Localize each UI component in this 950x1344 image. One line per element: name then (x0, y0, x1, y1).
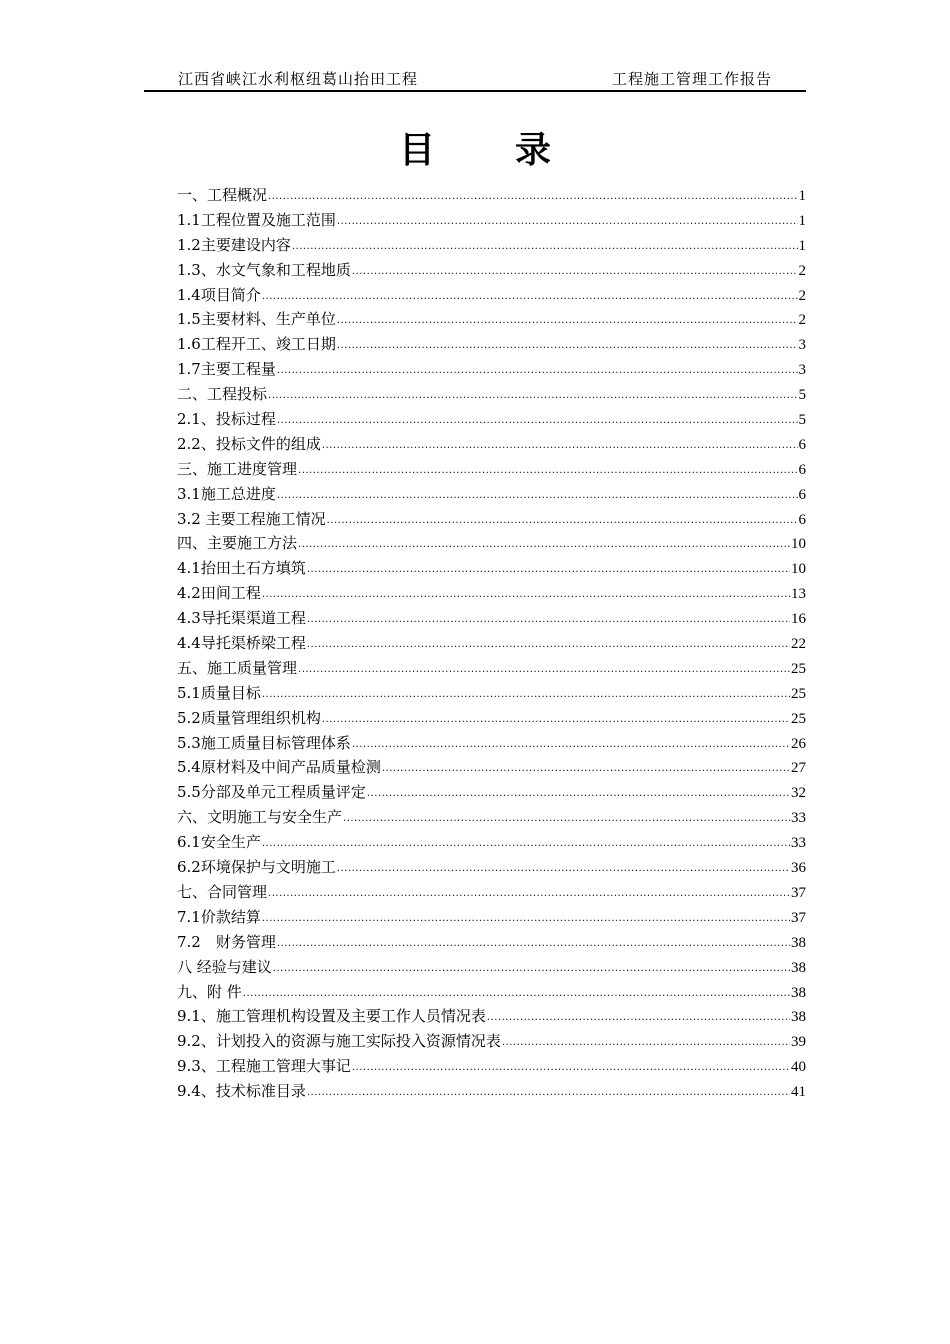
toc-entry[interactable] (177, 357, 806, 382)
toc-leader-dots (337, 341, 798, 351)
toc-entry-title[interactable]: 1.1工程位置及施工范围 (177, 210, 336, 229)
toc-entry-page-number[interactable]: 38 (791, 984, 806, 1001)
toc-entry[interactable] (177, 233, 806, 258)
toc-entry-title[interactable]: 1.4项目简介 (177, 285, 261, 304)
toc-leader-dots (292, 242, 798, 252)
toc-entry[interactable] (177, 731, 806, 756)
toc-entry[interactable] (177, 780, 806, 805)
toc-entry[interactable] (177, 1079, 806, 1104)
toc-entry-title[interactable]: 1.2主要建设内容 (177, 235, 291, 254)
toc-entry-title[interactable]: 9.2、计划投入的资源与施工实际投入资源情况表 (177, 1032, 501, 1051)
toc-leader-dots (352, 267, 798, 277)
toc-entry[interactable] (177, 258, 806, 283)
toc-entry-page-number[interactable]: 25 (791, 660, 806, 677)
toc-entry-page-number[interactable]: 6 (798, 511, 806, 528)
header-report-title: 工程施工管理工作报告 (611, 70, 772, 88)
toc-entry-title[interactable]: 5.3施工质量目标管理体系 (177, 733, 351, 752)
toc-entry-page-number[interactable]: 2 (798, 262, 806, 279)
toc-entry-title[interactable]: 5.5分部及单元工程质量评定 (177, 783, 366, 802)
toc-entry-page-number[interactable]: 36 (791, 860, 806, 877)
toc-entry-title[interactable]: 1.3、水文气象和工程地质 (177, 260, 351, 279)
toc-entry-page-number[interactable]: 38 (791, 959, 806, 976)
toc-leader-dots (262, 690, 790, 700)
toc-entry-title[interactable]: 5.1质量目标 (177, 683, 261, 702)
toc-entry[interactable] (177, 980, 806, 1005)
toc-leader-dots (268, 192, 797, 202)
toc-leader-dots (268, 889, 790, 899)
toc-leader-dots (277, 366, 798, 376)
toc-entry[interactable] (177, 606, 806, 631)
toc-entry-page-number[interactable]: 1 (798, 212, 806, 229)
toc-entry-title[interactable]: 八 经验与建议 (177, 957, 272, 976)
toc-leader-dots (262, 292, 798, 302)
toc-entry[interactable] (177, 407, 806, 432)
toc-entry-page-number[interactable]: 2 (798, 287, 806, 304)
toc-entry[interactable] (177, 283, 806, 308)
toc-entry-title[interactable]: 一、工程概况 (177, 186, 268, 204)
page-title (0, 126, 950, 176)
title-char-2: 录 (514, 130, 551, 171)
toc-leader-dots (277, 416, 798, 426)
toc-entry-page-number[interactable]: 37 (791, 909, 806, 926)
toc-leader-dots (298, 466, 797, 476)
toc-entry-page-number[interactable]: 32 (791, 785, 806, 802)
toc-leader-dots (367, 789, 790, 799)
toc-entry-title[interactable]: 三、施工进度管理 (177, 459, 298, 478)
toc-entry[interactable] (177, 930, 806, 955)
toc-entry-title[interactable]: 3.2 主要工程施工情况 (177, 509, 326, 528)
toc-entry-title[interactable]: 九、附 件 (177, 982, 242, 1001)
toc-leader-dots (307, 640, 790, 650)
toc-leader-dots (277, 491, 798, 501)
toc-entry-page-number[interactable]: 26 (791, 735, 806, 752)
toc-leader-dots (277, 939, 790, 949)
header-project-name: 江西省峡江水利枢纽葛山抬田工程 (178, 70, 419, 88)
toc-entry-page-number[interactable]: 1 (798, 188, 806, 204)
toc-entry-page-number[interactable]: 22 (791, 636, 806, 653)
toc-entry-page-number[interactable]: 37 (791, 884, 806, 901)
toc-leader-dots (352, 740, 790, 750)
toc-entry-page-number[interactable]: 10 (791, 561, 806, 578)
toc-entry-title[interactable]: 4.4导托渠桥梁工程 (177, 634, 306, 653)
toc-entry[interactable] (177, 955, 806, 980)
toc-entry-title[interactable]: 4.1抬田土石方填筑 (177, 559, 306, 578)
toc-entry[interactable] (177, 183, 806, 208)
toc-leader-dots (327, 516, 798, 526)
toc-entry[interactable] (177, 1029, 806, 1054)
page-header (144, 66, 806, 92)
toc-entry[interactable] (177, 706, 806, 731)
toc-entry-page-number[interactable]: 3 (798, 362, 806, 379)
toc-entry[interactable] (177, 905, 806, 930)
toc-leader-dots (262, 914, 790, 924)
toc-entry[interactable] (177, 581, 806, 606)
toc-entry-page-number[interactable]: 25 (791, 710, 806, 727)
toc-leader-dots (273, 964, 790, 974)
toc-leader-dots (487, 1013, 790, 1023)
toc-entry[interactable] (177, 1004, 806, 1029)
toc-entry[interactable] (177, 382, 806, 407)
toc-entry-page-number[interactable]: 25 (791, 685, 806, 702)
toc-entry-title[interactable]: 5.2质量管理组织机构 (177, 708, 321, 727)
toc-entry-page-number[interactable]: 5 (798, 412, 806, 429)
toc-entry-title[interactable]: 6.1安全生产 (177, 833, 261, 852)
toc-leader-dots (352, 1063, 790, 1073)
toc-entry[interactable] (177, 432, 806, 457)
table-of-contents (177, 183, 806, 1104)
toc-entry-page-number[interactable]: 38 (791, 1009, 806, 1026)
toc-entry-page-number[interactable]: 33 (791, 835, 806, 852)
toc-leader-dots (307, 565, 790, 575)
toc-entry-title[interactable]: 4.3导托渠渠道工程 (177, 609, 306, 628)
toc-entry[interactable] (177, 507, 806, 532)
toc-leader-dots (268, 391, 797, 401)
toc-entry[interactable] (177, 556, 806, 581)
toc-entry-title[interactable]: 六、文明施工与安全生产 (177, 808, 343, 827)
toc-leader-dots (262, 590, 790, 600)
toc-entry-title[interactable]: 9.3、工程施工管理大事记 (177, 1057, 351, 1076)
toc-entry-title[interactable]: 五、施工质量管理 (177, 658, 298, 677)
toc-entry[interactable] (177, 656, 806, 681)
toc-entry-page-number[interactable]: 3 (798, 337, 806, 354)
toc-entry-title[interactable]: 9.1、施工管理机构设置及主要工作人员情况表 (177, 1007, 486, 1026)
toc-entry-page-number[interactable]: 41 (791, 1084, 806, 1101)
toc-leader-dots (343, 814, 790, 824)
toc-entry-page-number[interactable]: 6 (798, 486, 806, 503)
toc-entry-page-number[interactable]: 1 (798, 237, 806, 254)
toc-entry-page-number[interactable]: 13 (791, 586, 806, 603)
toc-entry-page-number[interactable]: 16 (791, 611, 806, 628)
toc-leader-dots (337, 864, 790, 874)
toc-leader-dots (382, 764, 790, 774)
toc-entry-title[interactable]: 1.6工程开工、竣工日期 (177, 335, 336, 354)
toc-entry-title[interactable]: 3.1施工总进度 (177, 484, 276, 503)
toc-entry-title[interactable]: 1.7主要工程量 (177, 360, 276, 379)
toc-entry[interactable] (177, 531, 806, 556)
toc-entry[interactable] (177, 482, 806, 507)
toc-entry-title[interactable]: 4.2田间工程 (177, 584, 261, 603)
toc-entry[interactable] (177, 332, 806, 357)
toc-entry[interactable] (177, 307, 806, 332)
toc-leader-dots (262, 839, 790, 849)
toc-entry-page-number[interactable]: 27 (791, 760, 806, 777)
toc-entry-page-number[interactable]: 38 (791, 934, 806, 951)
toc-entry[interactable] (177, 631, 806, 656)
toc-entry-page-number[interactable]: 5 (798, 387, 806, 404)
toc-leader-dots (298, 540, 790, 550)
toc-entry-title[interactable]: 1.5主要材料、生产单位 (177, 310, 336, 329)
toc-entry[interactable] (177, 681, 806, 706)
toc-entry-page-number[interactable]: 40 (791, 1059, 806, 1076)
toc-entry-title[interactable]: 7.1价款结算 (177, 907, 261, 926)
toc-entry[interactable] (177, 880, 806, 905)
toc-entry[interactable] (177, 805, 806, 830)
toc-leader-dots (322, 441, 798, 451)
toc-leader-dots (322, 715, 790, 725)
toc-entry-page-number[interactable]: 33 (791, 810, 806, 827)
toc-entry-title[interactable]: 七、合同管理 (177, 882, 268, 901)
toc-leader-dots (298, 665, 790, 675)
toc-entry-title[interactable]: 四、主要施工方法 (177, 534, 298, 553)
toc-entry[interactable] (177, 208, 806, 233)
toc-entry-title[interactable]: 二、工程投标 (177, 385, 268, 404)
toc-entry-page-number[interactable]: 6 (798, 461, 806, 478)
toc-entry-page-number[interactable]: 10 (791, 536, 806, 553)
toc-leader-dots (307, 1088, 790, 1098)
toc-entry-page-number[interactable]: 2 (798, 312, 806, 329)
title-char-1: 目 (398, 130, 435, 171)
toc-entry-title[interactable]: 9.4、技术标准目录 (177, 1082, 306, 1101)
toc-entry[interactable] (177, 830, 806, 855)
toc-leader-dots (243, 989, 790, 999)
toc-entry-title[interactable]: 7.2 财务管理 (177, 932, 276, 951)
toc-leader-dots (307, 615, 790, 625)
toc-entry-page-number[interactable]: 6 (798, 436, 806, 453)
toc-entry[interactable] (177, 457, 806, 482)
toc-entry-title[interactable]: 5.4原材料及中间产品质量检测 (177, 758, 381, 777)
toc-entry[interactable] (177, 1054, 806, 1079)
toc-entry[interactable] (177, 755, 806, 780)
toc-leader-dots (337, 217, 798, 227)
toc-leader-dots (337, 316, 798, 326)
toc-entry-title[interactable]: 6.2环境保护与文明施工 (177, 858, 336, 877)
toc-entry[interactable] (177, 855, 806, 880)
toc-entry-title[interactable]: 2.2、投标文件的组成 (177, 434, 321, 453)
toc-entry-title[interactable]: 2.1、投标过程 (177, 410, 276, 429)
toc-entry-page-number[interactable]: 39 (791, 1034, 806, 1051)
toc-leader-dots (502, 1038, 790, 1048)
